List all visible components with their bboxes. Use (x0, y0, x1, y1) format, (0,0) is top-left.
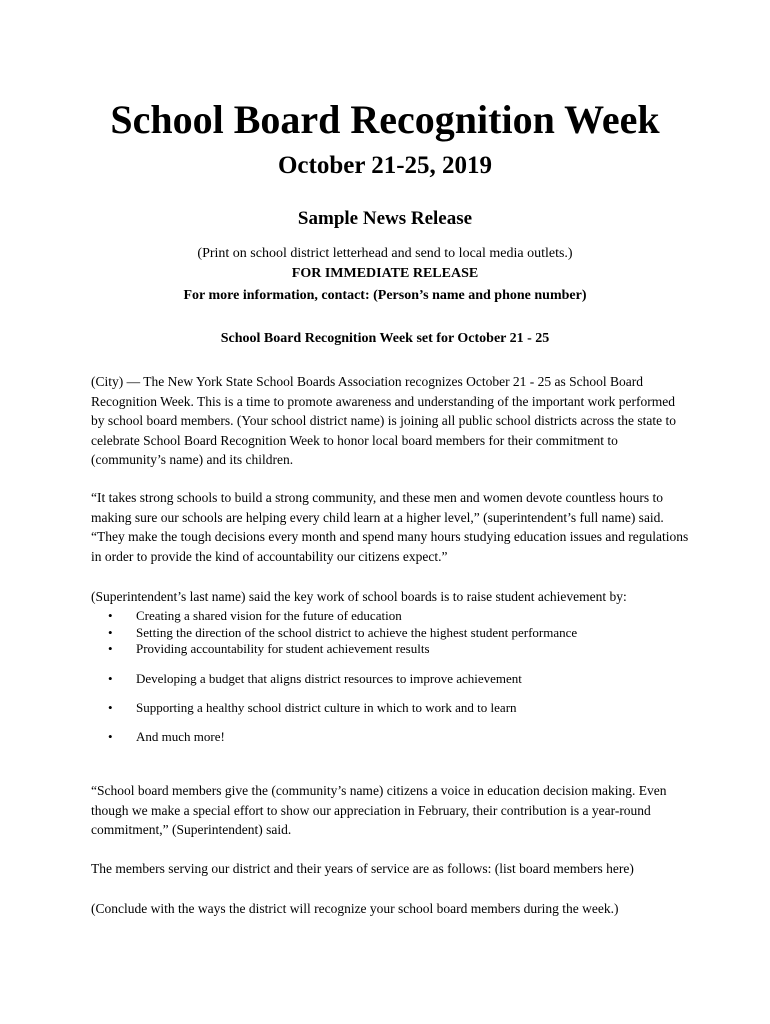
paragraph-board-voice: “School board members give the (community’s name) citizens a voice in education decision making. Even though we make a special effort to show our appreciation in February, their contribution is a year-round commitment,” (Superintendent) said. (91, 783, 667, 837)
list-item-text: Supporting a healthy school district culture in which to work and to learn (136, 700, 517, 715)
list-item-text: And much more! (136, 729, 225, 744)
immediate-release-label: FOR IMMEDIATE RELEASE (291, 266, 479, 281)
paragraph-quote: “It takes strong schools to build a strong community, and these men and women devote countless hours to making sure our schools are helping every child learn at a higher level,” (superintendent’s full name) said. “They make the tough decisions every month and spend many hours studying education issues and regulations in order to provide the kind of accountability our citizens expect.” (91, 490, 689, 564)
list-item-text: Providing accountability for student achievement results (136, 641, 430, 656)
bullet-icon: • (108, 608, 113, 623)
print-instruction: (Print on school district letterhead and send to local media outlets.) (197, 246, 573, 261)
sample-news-release-heading: Sample News Release (297, 208, 473, 229)
contact-info: For more information, contact: (Person’s name and phone number) (183, 288, 587, 303)
list-item-text: Creating a shared vision for the future of education (136, 608, 402, 623)
event-date: October 21-25, 2019 (277, 152, 493, 179)
paragraph-members: The members serving our district and their years of service are as follows: (list board members here) (91, 861, 634, 876)
release-headline: School Board Recognition Week set for October 21 - 25 (220, 331, 550, 346)
paragraph-key-work: (Superintendent’s last name) said the key work of school boards is to raise student achievement by: (91, 589, 627, 604)
bullet-icon: • (108, 729, 113, 744)
bullet-icon: • (108, 700, 113, 715)
bullet-icon: • (108, 641, 113, 656)
document-title: School Board Recognition Week (110, 97, 660, 142)
bullet-icon: • (108, 671, 113, 686)
bullet-icon: • (108, 625, 113, 640)
list-item-text: Developing a budget that aligns district resources to improve achievement (136, 671, 522, 686)
list-item-text: Setting the direction of the school district to achieve the highest student performance (136, 625, 578, 640)
paragraph-conclusion: (Conclude with the ways the district will recognize your school board members during the week.) (91, 901, 619, 916)
paragraph-intro: (City) — The New York State School Boards Association recognizes October 21 - 25 as School Board Recognition Week. This is a time to promote awareness and understanding of the important work performed by school board members. (Your school district name) is joining all public school districts across the state to celebrate School Board Recognition Week to honor local board members for their commitment to (community’s name) and its children. (91, 374, 677, 467)
